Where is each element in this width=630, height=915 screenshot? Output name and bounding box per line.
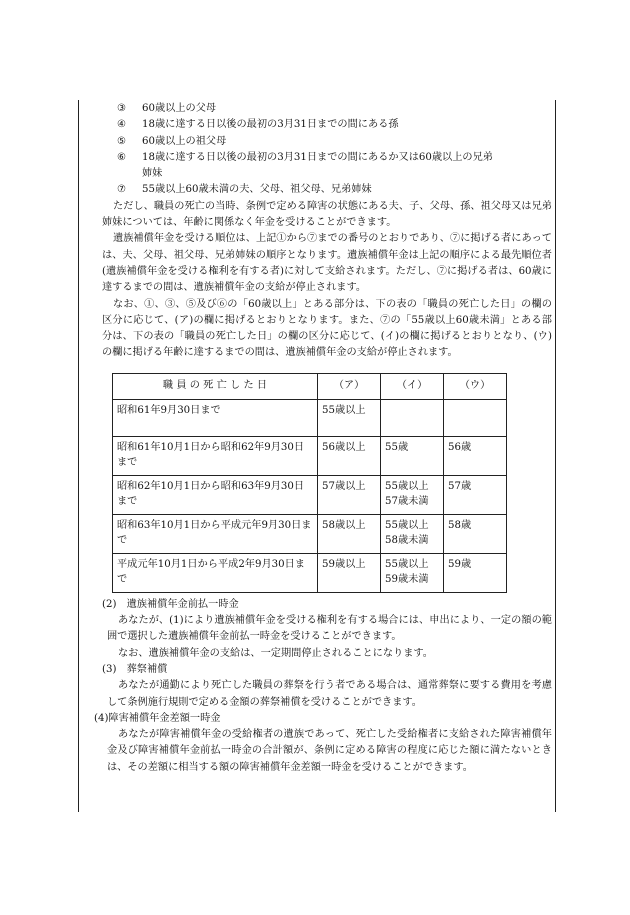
paragraph: 遺族補償年金を受ける順位は、上記①から⑦までの番号のとおりであり、⑦に掲げる者にあっては、夫、父母、祖父母、兄弟姉妹の順序となります。遺族補償年金は上記の順序による最先順位者(遺族補償年金を受ける権利を有する者)に対して支給されます。ただし、⑦に掲げる者は、60歳に達するまでの間は、遺族補償年金の支給が停止されます。: [102, 233, 552, 294]
list-text: 60歳以上の祖父母: [142, 135, 227, 147]
table-cell: 55歳以上59歳未満: [381, 553, 444, 592]
list-text: 18歳に達する日以後の最初の3月31日までの間にあるか又は60歳以上の兄弟: [142, 151, 493, 163]
list-item: [94, 117, 552, 133]
table-cell: 59歳以上: [318, 553, 381, 592]
section-paragraph: あなたが障害補償年金の受給権者の遺族であって、死亡した受給権者に支給された障害補償年金及び障害補償年金前払一時金の合計額が、条例に定める障害の程度に応じた額に満たないときは、その差額に相当する額の障害補償年金差額一時金を受けることができます。: [107, 729, 552, 773]
left-border: [78, 100, 79, 812]
table-cell: 昭和63年10月1日から平成元年9月30日まで: [113, 514, 318, 553]
section-advance-lump-sum: [94, 597, 552, 662]
paragraph: なお、①、③、⑤及び⑥の「60歳以上」とある部分は、下の表の「職員の死亡した日」の欄の区分に応じて、(ア)の欄に掲げるとおりとなります。また、⑦の「55歳以上60歳未満」とある部分は、下の表の「職員の死亡した日」の欄の区分に応じて、(イ)の欄に掲げるとおりとなり、(ウ)の欄に掲げる年齢に達するまでの間は、遺族補償年金の支給が停止されます。: [102, 298, 552, 359]
table-cell: 56歳: [444, 436, 507, 475]
table-cell: [444, 399, 507, 436]
table-cell: 58歳: [444, 514, 507, 553]
list-item: [94, 182, 552, 198]
table-cell: 55歳: [381, 436, 444, 475]
right-border: [555, 100, 556, 812]
table-cell: 57歳: [444, 475, 507, 514]
list-marker: ③: [117, 103, 127, 114]
table-cell: 昭和61年9月30日まで: [113, 399, 318, 436]
age-table: [112, 373, 507, 593]
table-cell: 昭和61年10月1日から昭和62年9月30日まで: [113, 436, 318, 475]
table-header: （ア）: [318, 373, 381, 399]
paragraph: ただし、職員の死亡の当時、条例で定める障害の状態にある夫、子、父母、孫、祖父母又は兄弟姉妹については、年齢に関係なく年金を受けることができます。: [102, 200, 552, 229]
section-paragraph: あなたが、(1)により遺族補償年金を受ける権利を有する場合には、申出により、一定の額の範囲で選択した遺族補償年金前払一時金を受けることができます。: [107, 615, 552, 643]
list-marker: ⑤: [117, 135, 127, 147]
list-text: 60歳以上の父母: [142, 103, 217, 114]
document-content: [94, 101, 552, 776]
table-cell: 56歳以上: [318, 436, 381, 475]
list-text-continued: 姉妹: [142, 168, 163, 180]
list-text: 18歳に達する日以後の最初の3月31日までの間にある孫: [142, 119, 399, 131]
table-header: 職 員 の 死 亡 し た 日: [113, 373, 318, 399]
list-item: [94, 150, 552, 183]
table-cell: [381, 399, 444, 436]
table-header-row: [113, 373, 507, 399]
list-marker: ⑥: [117, 151, 127, 163]
table-cell: 59歳: [444, 553, 507, 592]
list-marker: ⑦: [117, 184, 127, 196]
section-difference-lump-sum: [94, 711, 552, 776]
table-cell: 55歳以上57歳未満: [381, 475, 444, 514]
section-paragraph: なお、遺族補償年金の支給は、一定期間停止されることになります。: [118, 647, 433, 659]
table-row: [113, 553, 507, 592]
table-cell: 58歳以上: [318, 514, 381, 553]
section-title: (2) 遺族補償年金前払一時金: [102, 598, 239, 610]
table-cell: 昭和62年10月1日から昭和63年9月30日まで: [113, 475, 318, 514]
table-header: （ウ）: [444, 373, 507, 399]
table-row: [113, 436, 507, 475]
table-cell: 55歳以上58歳未満: [381, 514, 444, 553]
table-cell: 55歳以上: [318, 399, 381, 436]
list-marker: ④: [117, 119, 127, 131]
table-cell: 平成元年10月1日から平成2年9月30日まで: [113, 553, 318, 592]
table-row: [113, 514, 507, 553]
section-paragraph: あなたが通勤により死亡した職員の葬祭を行う者である場合は、通常葬祭に要する費用を考慮して条例施行規則で定める金額の葬祭補償を受けることができます。: [107, 680, 552, 708]
list-item: [94, 101, 552, 117]
table-row: [113, 475, 507, 514]
list-text: 55歳以上60歳未満の夫、父母、祖父母、兄弟姉妹: [142, 184, 372, 196]
section-funeral: [94, 662, 552, 711]
table-row: [113, 399, 507, 436]
section-title: (4)障害補償年金差額一時金: [94, 712, 221, 724]
section-title: (3) 葬祭補償: [102, 663, 168, 675]
table-header: （イ）: [381, 373, 444, 399]
table-cell: 57歳以上: [318, 475, 381, 514]
list-item: [94, 134, 552, 150]
